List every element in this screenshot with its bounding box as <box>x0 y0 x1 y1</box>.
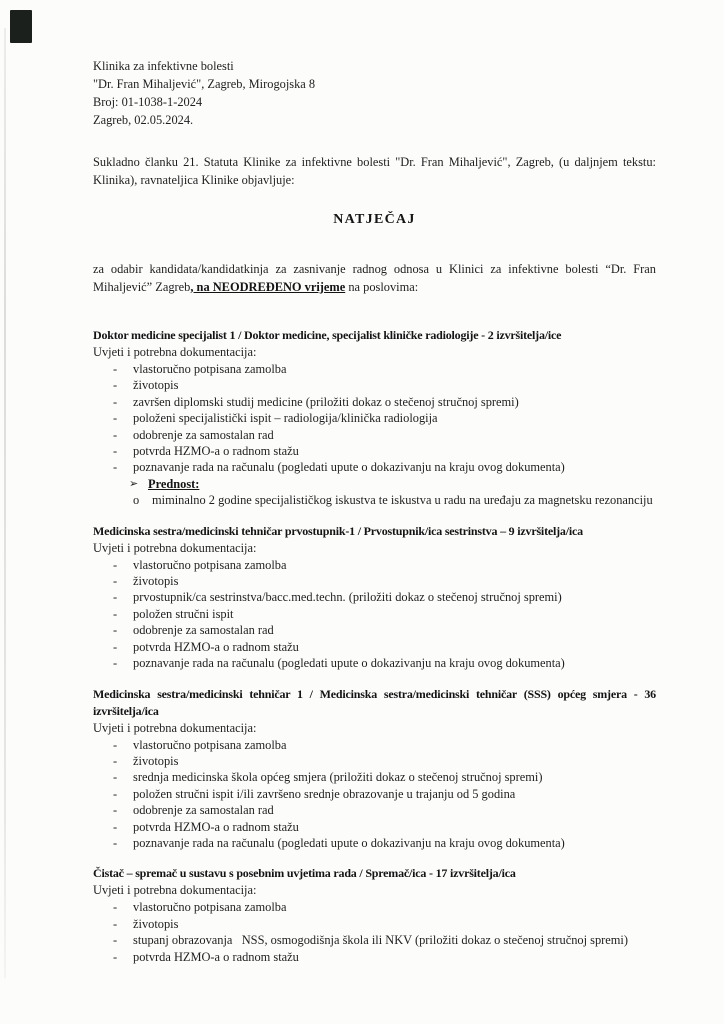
requirement-item <box>93 639 656 655</box>
requirement-item <box>93 753 656 769</box>
requirement-item <box>93 819 656 835</box>
dash-bullet: - <box>113 394 118 409</box>
requirements-list <box>93 557 656 672</box>
requirement-item <box>93 557 656 573</box>
dash-bullet: - <box>113 803 118 818</box>
job-section <box>93 686 656 852</box>
requirement-text: vlastoručno potpisana zamolba <box>133 557 287 572</box>
requirements-label: Uvjeti i potrebna dokumentacija: <box>93 540 257 555</box>
dash-bullet: - <box>113 444 118 459</box>
requirement-text: položeni specijalistički ispit – radiologija/klinička radiologija <box>133 411 438 426</box>
requirement-text: potvrda HZMO-a o radnom stažu <box>133 639 299 654</box>
letterhead-institution: Klinika za infektivne bolesti <box>93 59 234 73</box>
requirement-item <box>93 427 656 443</box>
dash-bullet: - <box>113 362 118 376</box>
letterhead-address: "Dr. Fran Mihaljević", Zagreb, Mirogojska 8 <box>93 77 316 91</box>
circle-bullet: o <box>133 493 140 508</box>
scan-artifact-mark <box>10 10 32 43</box>
requirement-item <box>93 573 656 589</box>
requirements-list <box>93 361 656 476</box>
requirements-label: Uvjeti i potrebna dokumentacija: <box>93 720 257 735</box>
dash-bullet: - <box>113 557 118 572</box>
requirements-label: Uvjeti i potrebna dokumentacija: <box>93 345 257 359</box>
requirement-item <box>93 802 656 818</box>
requirement-text: životopis <box>133 378 179 393</box>
subject-paragraph <box>93 261 656 296</box>
requirement-text: životopis <box>133 753 179 768</box>
dash-bullet: - <box>113 916 118 931</box>
requirement-item <box>93 361 656 377</box>
requirement-text: stupanj obrazovanja NSS, osmogodišnja škola ili NKV (priložiti dokaz o stečenoj stručnoj spremi) <box>133 933 628 948</box>
job-title: Čistač – spremač u sustavu s posebnim uvjetima rada / Spremač/ica - 17 izvršitelja/ica <box>93 866 516 881</box>
requirement-item <box>93 737 656 753</box>
requirement-text: položen stručni ispit i/ili završeno srednje obrazovanje u trajanju od 5 godina <box>133 786 516 801</box>
dash-bullet: - <box>113 656 118 671</box>
job-section <box>93 865 656 965</box>
dash-bullet: - <box>113 949 118 964</box>
requirement-item <box>93 622 656 638</box>
dash-bullet: - <box>113 786 118 801</box>
requirement-item <box>93 606 656 622</box>
requirements-label: Uvjeti i potrebna dokumentacija: <box>93 883 257 898</box>
sections <box>93 327 656 965</box>
dash-bullet: - <box>113 623 118 638</box>
dash-bullet: - <box>113 770 118 785</box>
advantage-text: miminalno 2 godine specijalističkog iskustva te iskustva u radu na uređaju za magnetsku rezonanciju <box>152 493 653 508</box>
dash-bullet: - <box>113 590 118 605</box>
requirement-text: prvostupnik/ca sestrinstva/bacc.med.techn. (priložiti dokaz o stečenoj stručnoj spremi) <box>133 590 562 605</box>
dash-bullet: - <box>113 737 118 752</box>
arrow-bullet-icon: ➢ <box>129 477 139 490</box>
requirement-item <box>93 932 656 948</box>
dash-bullet: - <box>113 639 118 654</box>
scan-edge-line <box>4 28 6 978</box>
letterhead-date: Zagreb, 02.05.2024. <box>93 113 194 127</box>
job-section <box>93 523 656 672</box>
requirement-item <box>93 949 656 965</box>
letterhead <box>93 57 656 129</box>
requirement-text: potvrda HZMO-a o radnom stažu <box>133 819 299 834</box>
requirement-item <box>93 899 656 915</box>
requirement-item <box>93 459 656 475</box>
requirement-text: odobrenje za samostalan rad <box>133 623 274 638</box>
requirement-text: životopis <box>133 916 179 931</box>
employment-term-emphasis: , na NEODREĐENO vrijeme <box>190 279 346 294</box>
dash-bullet: - <box>113 835 118 850</box>
requirement-text: odobrenje za samostalan rad <box>133 803 274 818</box>
job-section <box>93 327 656 509</box>
dash-bullet: - <box>113 574 118 589</box>
requirement-text: potvrda HZMO-a o radnom stažu <box>133 949 299 964</box>
requirement-text: životopis <box>133 574 179 589</box>
requirement-text: završen diplomski studij medicine (priložiti dokaz o stečenoj stručnoj spremi) <box>133 394 519 409</box>
dash-bullet: - <box>113 460 118 475</box>
requirements-list <box>93 737 656 852</box>
dash-bullet: - <box>113 606 118 621</box>
requirement-text: položen stručni ispit <box>133 606 234 621</box>
dash-bullet: - <box>113 378 118 393</box>
job-title: Medicinska sestra/medicinski tehničar 1 / Medicinska sestra/medicinski tehničar (SSS) općeg smjera - 36 izvršitelja/ica <box>93 686 656 718</box>
intro-paragraph: Sukladno članku 21. Statuta Klinike za infektivne bolesti "Dr. Fran Mihaljević", Zagreb, (u daljnjem tekstu: Klinika), ravnateljica Klinike objavljuje: <box>93 155 656 187</box>
dash-bullet: - <box>113 427 118 442</box>
requirement-text: odobrenje za samostalan rad <box>133 427 274 442</box>
requirement-item <box>93 916 656 932</box>
requirement-item <box>93 394 656 410</box>
requirement-text: vlastoručno potpisana zamolba <box>133 737 287 752</box>
requirement-item <box>93 655 656 671</box>
requirement-text: vlastoručno potpisana zamolba <box>133 900 287 915</box>
advantage-heading <box>93 476 656 492</box>
dash-bullet: - <box>113 819 118 834</box>
requirements-list <box>93 899 656 965</box>
job-title: Medicinska sestra/medicinski tehničar prvostupnik-1 / Prvostupnik/ica sestrinstva – 9 izvršitelja/ica <box>93 523 583 538</box>
requirement-text: poznavanje rada na računalu (pogledati upute o dokazivanju na kraju ovog dokumenta) <box>133 656 565 671</box>
advantage-items <box>93 492 656 508</box>
job-title: Doktor medicine specijalist 1 / Doktor medicine, specijalist kliničke radiologije - 2 izvršitelja/ice <box>93 328 562 342</box>
dash-bullet: - <box>113 933 118 948</box>
dash-bullet: - <box>113 753 118 768</box>
subject-suffix: na poslovima: <box>345 279 419 294</box>
advantage-label: Prednost: <box>148 476 200 491</box>
letterhead-number: Broj: 01-1038-1-2024 <box>93 95 203 109</box>
document-title: NATJEČAJ <box>333 212 416 227</box>
requirement-item <box>93 377 656 393</box>
requirement-text: poznavanje rada na računalu (pogledati upute o dokazivanju na kraju ovog dokumenta) <box>133 835 565 850</box>
advantage-item <box>93 492 656 508</box>
requirement-item <box>93 443 656 459</box>
requirement-text: srednja medicinska škola općeg smjera (priložiti dokaz o stečenoj stručnoj spremi) <box>133 770 543 785</box>
dash-bullet: - <box>113 411 118 426</box>
requirement-item <box>93 835 656 851</box>
requirement-text: poznavanje rada na računalu (pogledati upute o dokazivanju na kraju ovog dokumenta) <box>133 460 565 475</box>
subject-prefix: za odabir kandidata/kandidatkinja za zasnivanje radnog odnosa u Klinici za infektivne bolesti “Dr. Fran Mihaljević” Zagreb <box>93 262 656 294</box>
requirement-text: vlastoručno potpisana zamolba <box>133 362 287 376</box>
requirement-item <box>93 769 656 785</box>
dash-bullet: - <box>113 900 118 915</box>
advantage-block <box>93 476 656 509</box>
requirement-item <box>93 589 656 605</box>
requirement-item <box>93 410 656 426</box>
requirement-item <box>93 786 656 802</box>
requirement-text: potvrda HZMO-a o radnom stažu <box>133 444 299 459</box>
